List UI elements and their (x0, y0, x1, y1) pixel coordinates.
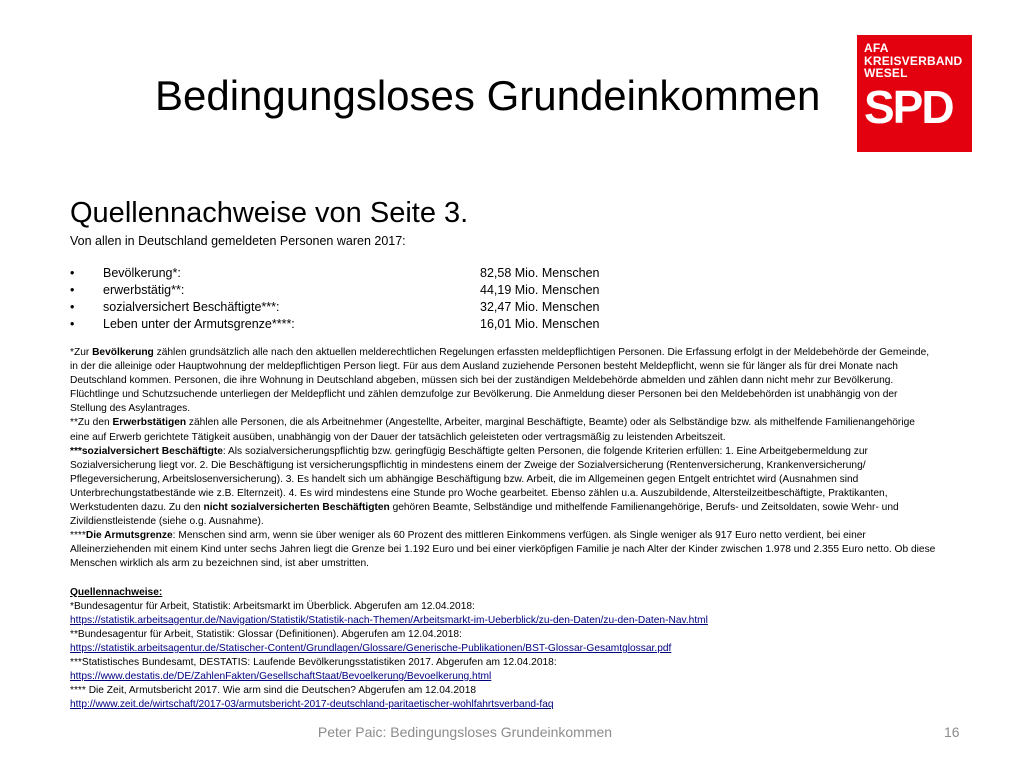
note-spacer (70, 572, 970, 586)
source-line: *Bundesagentur für Arbeit, Statistik: Arbeitsmarkt im Überblick. Abgerufen am 12.04.2018: (70, 600, 475, 612)
list-item (70, 265, 630, 282)
bullet-value: 16,01 Mio. Menschen (480, 317, 600, 331)
slide-subtitle: Quellennachweise von Seite 3. (70, 197, 469, 229)
source-link-destatis[interactable]: https://www.destatis.de/DE/ZahlenFakten/GesellschaftStaat/Bevoelkerung/Bevoelkerung.html (70, 671, 492, 683)
note-term: Bevölkerung (92, 347, 154, 358)
note-line: Flüchtlinge und Schutzsuchende unterliegen der Meldepflicht und zählen demzufolge zur Bevölkerung. Die Anmeldung dieser Personen bei den Meldebehörden ist unabhängig von der (70, 389, 898, 401)
source-link-line (70, 614, 970, 628)
note-term: Die Armutsgrenze (85, 530, 173, 542)
source-link-zeit[interactable]: http://www.zeit.de/wirtschaft/2017-03/armutsbericht-2017-deutschland-paritaetischer-wohlfahrtsverband-faq (70, 699, 554, 711)
note-line: Pflegeversicherung, Arbeitslosenversicherung). 3. Es handelt sich um abhängige Beschäftigung bzw. Arbeit, die im Allgemeinen gegen Entgelt entrichtet wird (Ausnahmen sind (70, 473, 859, 485)
note-line: Deutschland kommen. Personen, die ihre Wohnung in Deutschland abgeben, müssen sich bei der zuständigen Meldebehörde abmelden und zählen dann nicht mehr zur Bevölkerung. (70, 375, 894, 387)
bullet-label: sozialversichert Beschäftigte***: (103, 300, 280, 314)
footer-text: Peter Paic: Bedingungsloses Grundeinkommen (317, 724, 613, 740)
footnotes-block (70, 346, 970, 712)
source-line: **Bundesagentur für Arbeit, Statistik: Glossar (Definitionen). Abgerufen am 12.04.2018: (70, 628, 462, 640)
note-line (70, 445, 970, 459)
note-line (70, 346, 970, 360)
note-line: eine auf Erwerb gerichtete Tätigkeit ausüben, unabhängig von der Dauer der tatsächlich geleisteten oder vertragsmäßig zu leistenden Arbeitszeit. (70, 431, 726, 443)
note-line (70, 501, 970, 515)
logo-line-afa: AFA (864, 41, 889, 55)
note-term: nicht sozialversicherten Beschäftigten (203, 502, 390, 514)
note-text: **Zu den (70, 417, 113, 429)
logo-word-spd: SPD (864, 80, 953, 133)
sources-heading (70, 586, 970, 600)
bullet-marker: • (70, 266, 75, 280)
logo-line-kreisverband: KREISVERBAND (864, 53, 963, 68)
sources-heading-text: Quellennachweise: (70, 586, 163, 598)
source-link-arbeitsmarkt[interactable]: https://statistik.arbeitsagentur.de/Navigation/Statistik/Statistik-nach-Themen/Arbeitsmarkt-im-Ueberblick/zu-den-Daten/zu-den-Daten-Nav.html (70, 614, 708, 626)
note-text: : Menschen sind arm, wenn sie über weniger als 60 Prozent des mittleren Einkommens verfügen. als Single weniger als 917 Euro netto verdient, bei einer (172, 530, 866, 542)
note-text: gehören Beamte, Selbständige und mithelfende Familienangehörige, Berufs- und Zeitsoldaten, sowie Wehr- und (389, 502, 899, 514)
bullet-value: 44,19 Mio. Menschen (480, 283, 600, 297)
bullet-value: 32,47 Mio. Menschen (480, 300, 600, 314)
note-text: : Als sozialversicherungspflichtig bzw. geringfügig Beschäftigte gelten Personen, die folgende Kriterien erfüllen: 1. Eine Arbeitgebermeldung zur (222, 445, 868, 457)
source-link-line (70, 642, 970, 656)
note-text: **** (70, 530, 86, 542)
note-line (70, 416, 970, 430)
bullet-label: Bevölkerung*: (103, 266, 181, 280)
bullet-label: erwerbstätig**: (103, 283, 185, 297)
bullet-label: Leben unter der Armutsgrenze****: (103, 317, 295, 331)
note-line: Alleinerziehenden mit einem Kind unter sechs Jahren liegt die Grenze bei 1.192 Euro und bei einer vierköpfigen Familie je nach Alter der Kinder zwischen 1.978 und 2.355 Euro netto. Ob diese (70, 544, 936, 556)
page-number: 16 (944, 724, 960, 740)
list-item (70, 282, 630, 299)
note-term: ***sozialversichert Beschäftigte (70, 445, 223, 457)
note-text: *Zur (70, 347, 93, 358)
bullet-marker: • (70, 317, 75, 331)
note-text: zählen grundsätzlich alle nach den aktuellen melderechtlichen Regelungen erfassten meldepflichtigen Personen. Die Erfassung erfolgt in der Meldebehörde der Gemeinde, (153, 347, 930, 358)
note-line (70, 529, 970, 543)
note-line: Unterbrechungstatbestände wie z.B. Elternzeit). 4. Es wird mindestens eine Stunde pro Woche gearbeitet. Ebenso zählen u.a. Auszubildende, Altersteilzeitbeschäftigte, Praktikanten, (70, 487, 888, 499)
list-item (70, 299, 630, 316)
spd-logo (857, 35, 972, 152)
note-line: Zivildienstleistende (siehe o.g. Ausnahme). (70, 516, 264, 528)
note-text: zählen alle Personen, die als Arbeitnehmer (Angestellte, Arbeiter, marginal Beschäftigte, Beamte) oder als Selbständige bzw. als mithelfende Familienangehörige (186, 417, 915, 429)
source-link-line (70, 670, 970, 684)
list-item (70, 316, 630, 333)
source-line: **** Die Zeit, Armutsbericht 2017. Wie arm sind die Deutschen? Abgerufen am 12.04.2018 (70, 685, 477, 697)
note-term: Erwerbstätigen (112, 417, 187, 429)
note-line: Sozialversicherung liegt vor. 2. Die Beschäftigung ist versicherungspflichtig in mindestens einem der Zweige der Sozialversicherung (Rentenversicherung, Krankenversicherung/ (70, 459, 866, 471)
source-link-glossar[interactable]: https://statistik.arbeitsagentur.de/Statischer-Content/Grundlagen/Glossare/Generische-Publikationen/BST-Glossar-Gesamtglossar.pdf (70, 642, 672, 654)
source-link-line (70, 698, 970, 712)
note-text: Werkstudenten dazu. Zu den (70, 502, 204, 514)
intro-text: Von allen in Deutschland gemeldeten Personen waren 2017: (70, 234, 406, 248)
note-line: Stellung des Asylantrages. (70, 403, 191, 415)
note-line: Menschen wirklich als arm zu bezeichnen sind, ist aber umstritten. (70, 558, 369, 570)
logo-line-wesel: WESEL (864, 66, 908, 80)
bullet-marker: • (70, 283, 75, 297)
bullet-marker: • (70, 300, 75, 314)
note-line: in der die alleinige oder Hauptwohnung der meldepflichtigen Person liegt. Für aus dem Ausland zuziehende Personen besteht Meldepflicht, wenn sie für länger als für drei Monate nach (70, 361, 898, 373)
source-line: ***Statistisches Bundesamt, DESTATIS: Laufende Bevölkerungsstatistiken 2017. Abgerufen am 12.04.2018: (70, 657, 557, 669)
slide-footer (0, 724, 930, 740)
bullet-value: 82,58 Mio. Menschen (480, 266, 600, 280)
slide-title: Bedingungsloses Grundeinkommen (155, 72, 821, 119)
statistics-list (70, 265, 630, 333)
